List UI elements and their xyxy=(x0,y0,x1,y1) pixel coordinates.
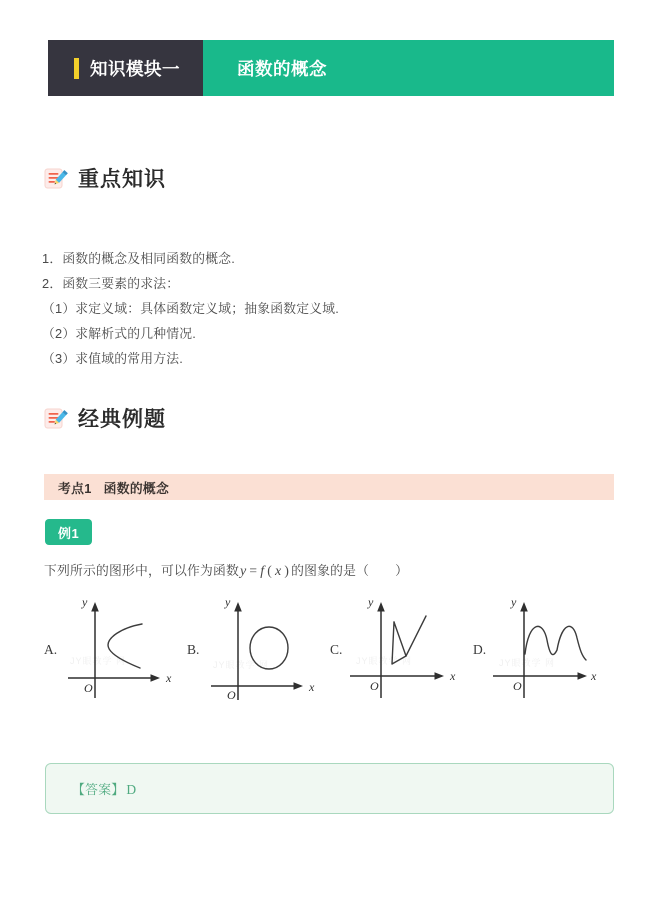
list-item: 2．函数三要素的求法： xyxy=(42,276,180,291)
accent-tick-icon xyxy=(74,58,79,79)
svg-text:x: x xyxy=(166,671,172,685)
list-item: （1）求定义域：具体函数定义域；抽象函数定义域. xyxy=(42,301,340,316)
svg-text:x: x xyxy=(450,669,456,683)
math-var-x: x xyxy=(275,564,282,579)
section-heading-key-knowledge xyxy=(44,168,166,192)
svg-text:x: x xyxy=(591,669,597,683)
watermark: JY眼教学 网 xyxy=(356,656,413,666)
svg-text:y: y xyxy=(82,595,88,609)
svg-text:O: O xyxy=(513,679,522,693)
memo-pencil-icon xyxy=(44,407,69,431)
svg-text:O: O xyxy=(370,679,379,693)
question-suffix: 的图象的是（ ） xyxy=(291,563,409,578)
watermark: JY眼教学 网 xyxy=(213,660,270,670)
answer-value: D xyxy=(126,782,137,797)
section-heading-classic-examples xyxy=(44,408,166,432)
question-prefix: 下列所示的图形中，可以作为函数 xyxy=(44,563,239,578)
exam-point-label: 考点1 xyxy=(58,480,92,496)
list-item: 1．函数的概念及相同函数的概念. xyxy=(42,251,236,266)
banner-right-panel xyxy=(203,40,614,96)
answer-label: 【答案】 xyxy=(72,782,125,797)
exam-point-title: 函数的概念 xyxy=(103,480,170,496)
option-c[interactable] xyxy=(326,594,472,702)
list-item: （2）求解析式的几种情况. xyxy=(42,326,197,341)
svg-text:x: x xyxy=(309,680,315,694)
svg-text:O: O xyxy=(227,688,236,702)
question-text xyxy=(44,560,408,580)
svg-text:O: O xyxy=(84,681,93,695)
list-item: （3）求值域的常用方法. xyxy=(42,351,184,366)
svg-text:y: y xyxy=(511,595,517,609)
answer-box xyxy=(45,763,614,814)
example-badge-label: 例1 xyxy=(58,525,80,541)
math-var-y: y xyxy=(239,564,247,579)
example-number-badge xyxy=(45,519,92,545)
svg-text:y: y xyxy=(368,595,374,609)
banner-left-panel xyxy=(48,40,203,96)
option-diagram-row xyxy=(40,594,624,702)
option-letter: A. xyxy=(44,642,58,657)
math-paren-open: ( xyxy=(267,563,272,578)
module-title: 函数的概念 xyxy=(237,58,327,79)
module-banner xyxy=(48,40,614,96)
watermark: JY眼教学 网 xyxy=(70,656,127,666)
option-a[interactable] xyxy=(40,594,186,702)
option-b[interactable] xyxy=(183,594,329,702)
section-title-block xyxy=(78,409,166,431)
module-label: 知识模块一 xyxy=(90,58,180,79)
option-letter: B. xyxy=(187,642,200,657)
math-func-f: f xyxy=(260,564,265,579)
math-paren-close: ) xyxy=(284,563,290,578)
section-title-block xyxy=(78,169,166,191)
memo-pencil-icon xyxy=(44,167,69,191)
math-equals: = xyxy=(249,563,258,578)
option-letter: C. xyxy=(330,642,343,657)
exam-point-bar xyxy=(44,474,614,500)
option-d[interactable] xyxy=(469,594,615,702)
svg-text:y: y xyxy=(225,595,231,609)
watermark: JY眼教学 网 xyxy=(499,658,556,668)
answer-content xyxy=(72,779,136,798)
section-title: 经典例题 xyxy=(78,408,166,431)
key-knowledge-list xyxy=(42,246,562,371)
section-title: 重点知识 xyxy=(78,168,166,191)
option-letter: D. xyxy=(473,642,487,657)
